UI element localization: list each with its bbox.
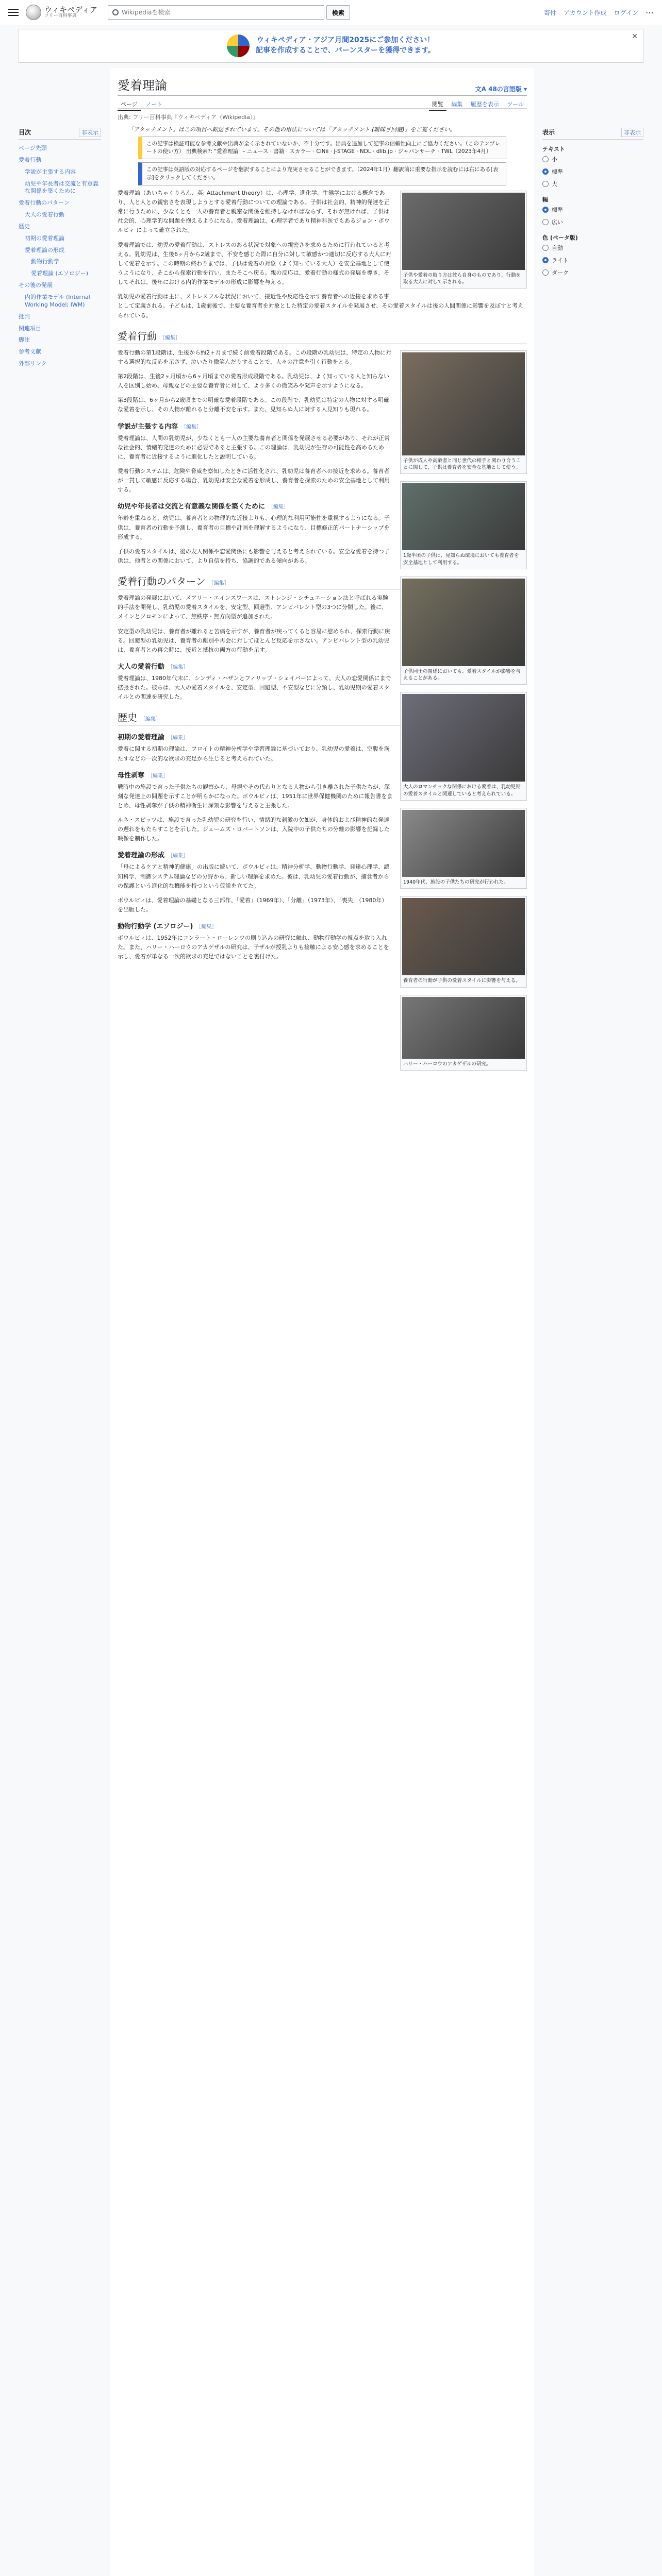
figure-image[interactable]	[402, 997, 525, 1059]
figure-image[interactable]	[402, 352, 525, 455]
site-header	[0, 0, 662, 25]
section-edit-link[interactable]: ［ 編集 ］	[147, 773, 168, 779]
section-paragraph: ルネ・スピッツは、施設で育った乳幼児の研究を行い、情緒的な刺激の欠如が、身体的および精神的な発達の遅れをもたらすことを示した。ジェームズ・ロバートソンは、入院中の子供たちの分離の影響を記録した映像を制作した。	[118, 817, 390, 842]
text-size-label: テキスト	[542, 146, 565, 152]
figure	[400, 808, 527, 889]
section-edit-link[interactable]: ［ 編集 ］	[181, 425, 202, 430]
site-logo[interactable]	[26, 5, 97, 20]
logo-name: ウィキペディア	[44, 5, 97, 14]
figure-image[interactable]	[402, 694, 525, 782]
personal-tools	[544, 8, 654, 18]
section-heading	[118, 329, 527, 344]
banner-line-1[interactable]: ウィキペディア・アジア月間2025にご参加ください！	[256, 36, 435, 45]
color-scheme-option-label: ダーク	[552, 269, 569, 276]
tab-read[interactable]: 閲覧	[429, 99, 446, 111]
color-scheme-option[interactable]	[542, 254, 643, 266]
figure-caption: 大人のロマンチックな関係における愛着は、乳幼児期の愛着スタイルと関連していると考えられている。	[403, 784, 521, 797]
section-title: 大人の愛着行動	[118, 663, 165, 671]
figure-caption: ハリー・ハーロウのアカゲザルの研究。	[403, 1061, 491, 1067]
section-edit-link[interactable]: ［ 編集 ］	[268, 504, 289, 510]
toc-item[interactable]: その後の発展	[19, 282, 53, 289]
section-edit-link[interactable]: ［ 編集 ］	[160, 335, 180, 341]
toc-item[interactable]: 参考文献	[19, 348, 41, 355]
section-title: 母性剥奪	[118, 771, 145, 779]
color-scheme-label: 色 (ベータ版)	[542, 234, 578, 241]
toc-item[interactable]: 愛着行動のパターン	[19, 199, 70, 207]
figure	[400, 350, 527, 474]
section-title: 愛着行動	[118, 330, 157, 342]
create-account-link[interactable]: アカウント作成	[563, 9, 607, 16]
site-notice-banner	[19, 29, 643, 63]
figure	[400, 191, 527, 289]
more-options-icon[interactable]: ⋯	[646, 7, 654, 18]
text-size-option[interactable]	[542, 165, 643, 178]
figure-image[interactable]	[402, 193, 525, 270]
toc-heading: 目次 非表示	[19, 128, 101, 140]
translation-box: この記事は英語版の対応するページを翻訳することにより充実させることができます。（2024年1月）翻訳前に重要な指示を読むには右にある[表示]をクリックしてください。	[138, 162, 506, 185]
radio-icon[interactable]	[542, 207, 549, 213]
banner-line-2[interactable]: 記事を作成することで、バーンスターを獲得できます。	[256, 46, 435, 55]
width-option-label: 広い	[552, 219, 563, 226]
login-link[interactable]: ログイン	[614, 9, 638, 16]
figure-image[interactable]	[402, 898, 525, 975]
appearance-hide-button[interactable]: 非表示	[621, 128, 643, 137]
section-title: 歴史	[118, 712, 138, 724]
toc-item[interactable]: 内的作業モデル (Internal Working Model; IWM)	[25, 293, 90, 308]
donate-link[interactable]: 寄付	[543, 9, 556, 16]
tab-page[interactable]: ページ	[118, 99, 141, 111]
search-box[interactable]	[108, 5, 324, 20]
text-size-option[interactable]	[542, 153, 643, 165]
radio-icon[interactable]	[542, 269, 549, 276]
radio-icon[interactable]	[542, 257, 549, 263]
figure	[400, 995, 527, 1071]
radio-icon[interactable]	[542, 156, 549, 162]
section-edit-link[interactable]: ［ 編集 ］	[209, 581, 229, 586]
toc-item[interactable]: 脚注	[19, 336, 30, 344]
citation-needed-box: この記事は検証可能な参考文献や出典が全く示されていないか、不十分です。出典を追加して記事の信頼性向上にご協力ください。（このテンプレートの使い方） 出典検索?: "愛着理論" – ニュース · 書籍 · スカラー · CiNii · J-STAGE · NDL · dlib.jp · ジャパンサーチ · TWL（2023年4月）	[138, 137, 506, 159]
section-paragraph: 愛着理論は、人間の乳幼児が、少なくとも一人の主要な養育者と関係を発展させる必要があり、それが正常な社会的、情緒的発達のために必要であると主張する。この理論は、乳幼児が生存の可能性を高めるために、養育者に近接するように進化したと説明している。	[118, 434, 390, 460]
color-scheme-option-label: 自動	[552, 245, 563, 251]
figure	[400, 577, 527, 685]
width-option[interactable]	[542, 216, 643, 228]
figure	[400, 481, 527, 569]
text-size-option-label: 標準	[552, 168, 563, 175]
tab-tools[interactable]: ツール	[507, 101, 524, 108]
toc-hide-button[interactable]: 非表示	[79, 128, 101, 137]
figure-image[interactable]	[402, 579, 525, 666]
section-title: 愛着行動のパターン	[118, 576, 206, 588]
radio-icon[interactable]	[542, 181, 549, 187]
width-option[interactable]	[542, 204, 643, 216]
toc-item[interactable]: 初期の愛着理論	[25, 234, 64, 242]
section-paragraph: 愛着理論は、1980年代末に、シンディ・ハザンとフィリップ・シェイバーによって、大人の恋愛関係にまで拡張された。彼らは、大人の愛着スタイルを、安定型、回避型、不安型などに分類し、乳幼児期の愛着スタイルとの関連を研究した。	[118, 674, 391, 701]
section-paragraph: 愛着に関する初期の理論は、フロイトの精神分析学や学習理論に基づいており、乳幼児の愛着は、空腹を満たすなどの一次的な欲求の充足から生じると考えられていた。	[118, 745, 390, 762]
table-of-contents	[19, 128, 101, 370]
tab-talk[interactable]: ノート	[145, 101, 162, 108]
logo-tagline: フリー百科事典	[44, 13, 77, 19]
section-paragraph: ボウルビィは、愛着理論の基礎となる三部作、「愛着」（1969年）、「分離」（1973年）、「喪失」（1980年）を出版した。	[118, 896, 388, 913]
section-paragraph: 第3段階は、6ヶ月から2歳頃までの明確な愛着段階である。この段階で、乳幼児は特定の人物に対する明確な愛着を示し、その人物が離れると分離不安を示す。また、見知らぬ人に対する人見知りも現れる。	[118, 397, 389, 413]
toc-item[interactable]: 関連項目	[19, 325, 41, 332]
radio-icon[interactable]	[542, 168, 549, 175]
section-paragraph: 安定型の乳幼児は、養育者が離れると苦痛を示すが、養育者が戻ってくると容易に慰められ、探索行動に戻る。回避型の乳幼児は、養育者の離別や再会に対してほとんど反応を示さない。アンビバレント型の乳幼児は、養育者との再会時に、接近と抵抗の両方の行動を示す。	[118, 628, 390, 653]
toc-item[interactable]: 幼児や年長者は交流と有意義な関係を築くために	[25, 180, 98, 195]
language-button[interactable]: 文A 48の言語版 ▾	[475, 86, 527, 93]
section-title: 幼児や年長者は交流と有意義な関係を築くために	[118, 503, 266, 511]
main-menu-icon[interactable]	[8, 9, 19, 16]
section-paragraph: 愛着理論の発展において、メアリー・エインスワースは、ストレンジ・シチュエーション法と呼ばれる実験的手法を開発し、乳幼児の愛着スタイルを、安定型、回避型、アンビバレント型の3つに分類した。後に、メインとソロモンによって、無秩序・無方向型が追加された。	[118, 595, 389, 620]
section-edit-link[interactable]: ［ 編集 ］	[196, 924, 217, 930]
figure-image[interactable]	[402, 483, 525, 550]
from-line: 出典: フリー百科事典『ウィキペディア（Wikipedia）』	[118, 114, 259, 121]
asia-month-logo	[227, 35, 250, 57]
toc-item[interactable]: 愛着行動	[19, 156, 41, 163]
section-edit-link[interactable]: ［ 編集 ］	[168, 735, 188, 741]
radio-icon[interactable]	[542, 219, 549, 225]
wikipedia-globe-icon	[26, 5, 41, 20]
section-paragraph: 戦時中の施設で育った子供たちの観察から、母親やその代わりとなる人物から引き離された子供たちが、深刻な発達上の問題を示すことが明らかになった。ボウルビィは、1951年に世界保健機関のために報告書をまとめ、母性剥奪が子供の精神衛生に深刻な影響を与えると主張した。	[118, 783, 393, 809]
section-edit-link[interactable]: ［ 編集 ］	[168, 665, 188, 670]
search-form	[108, 5, 350, 20]
page-title: 愛着理論	[118, 78, 167, 93]
intro-paragraph: 愛着理論では、幼児の愛着行動は、ストレスのある状況で対象への親密さを求めるために行われていると考える。乳幼児は、生後6ヶ月から2歳まで、不安を感じた際に自分に対して敏感かつ適切に反応する大人に対して愛着を示す。この時期の終わりまでは、子供は愛着の対象（よく知っている大人）を安全基地として使うようになり、そこから探索行動を行い、またそこへ戻る。親の反応は、愛着行動の様式の発展を導き、そしてそれは、後年における内的作業モデルの形成に影響を与える。	[118, 241, 391, 286]
section-paragraph: 愛着行動の第1段階は、生後から約2ヶ月まで続く前愛着段階である。この段階の乳幼児は、特定の人物に対する選択的な反応を示さず、泣いたり微笑んだりすることで、人々の注意を引く行動をとる。	[118, 349, 391, 365]
figure-caption: 1940年代、施設の子供たちの研究が行われた。	[403, 879, 509, 886]
section-paragraph: 子供の愛着スタイルは、後の友人関係や恋愛関係にも影響を与えると考えられている。安全な愛着を持つ子供は、他者との関係において、より自信を持ち、協調的である傾向がある。	[118, 548, 390, 564]
article-body	[118, 189, 527, 1067]
color-scheme-option[interactable]	[542, 266, 643, 279]
figure-image[interactable]	[402, 810, 525, 877]
section-title: 愛着理論の形成	[118, 852, 165, 860]
toc-item[interactable]: 愛着理論 (エソロジー)	[31, 270, 89, 277]
main-content	[110, 68, 534, 2576]
close-icon[interactable]: ✕	[632, 32, 638, 41]
toc-item[interactable]: ページ先頭	[19, 145, 47, 151]
appearance-heading: 表示 非表示	[542, 128, 643, 140]
search-input[interactable]	[122, 9, 320, 16]
appearance-options	[542, 145, 643, 279]
tab-edit[interactable]: 編集	[451, 101, 463, 108]
section-paragraph: 第2段階は、生後2ヶ月頃から6ヶ月頃までの愛着形成段階である。乳幼児は、よく知っている人と知らない人を区別し始め、母親などの主要な養育者に対して、より多くの微笑みや発声を示すようになる。	[118, 372, 389, 389]
figure-caption: 養育者の行動が子供の愛着スタイルに影響を与える。	[403, 978, 521, 984]
figure-caption: 1歳半頃の子供は、見知らぬ環境においても養育者を安全基地として利用する。	[403, 553, 519, 566]
toc-item[interactable]: 動物行動学	[31, 258, 59, 265]
color-scheme-option[interactable]	[542, 242, 643, 254]
width-option-label: 標準	[552, 207, 563, 213]
section-title: 学説が主張する内容	[118, 422, 178, 431]
intro-paragraph: 愛着理論（あいちゃくりろん、英: Attachment theory）は、心理学、進化学、生態学における概念であり、人と人との親密さを表現しようとする愛着行動についての理論である。子供は社会的、精神的発達を正常に行うために、少なくとも一人の養育者と親密な関係を維持しなければならず、それが無ければ、子供は社会的、心理学的な問題を抱えるようになる。愛着理論は、心理学者であり精神科医でもあるジョン・ボウルビィ によって確立された。	[118, 189, 390, 234]
section-paragraph: ボウルビィは、1952年にコンラート・ローレンツの刷り込みの研究に触れ、動物行動学の視点を取り入れた。また、ハリー・ハーロウのアカゲザルの研究は、子ザルが授乳よりも接触による安心感を求めることを示し、愛着が単なる一次的欲求の充足ではないことを裏付けた。	[118, 935, 389, 960]
page-tabs	[118, 100, 527, 109]
tab-history[interactable]: 履歴を表示	[470, 101, 499, 108]
figure	[400, 896, 527, 987]
intro-paragraph: 乳幼児の愛着行動は主に、ストレスフルな状況において、接近性や反応性を示す養育者への近接を求める事として定義される。子どもは、1歳前後で、主要な養育者を対象とした特定の愛着スタイルを発展させ、その愛着スタイルは後の人間関係に影響を及ぼすと考えられている。	[118, 293, 524, 319]
section-edit-link[interactable]: ［ 編集 ］	[168, 853, 188, 859]
toc-item[interactable]: 批判	[19, 313, 30, 320]
text-size-option-label: 大	[552, 181, 557, 188]
banner-text	[256, 36, 435, 56]
appearance-panel	[542, 128, 643, 279]
toc-item[interactable]: 学説が主張する内容	[25, 168, 76, 175]
color-scheme-option-label: ライト	[552, 257, 569, 264]
radio-icon[interactable]	[542, 245, 549, 251]
search-button[interactable]: 検索	[326, 5, 350, 20]
section-paragraph: 「母によるケアと精神的健康」の出版に続いて、ボウルビィは、精神分析学、動物行動学、発達心理学、認知科学、制御システム理論などの分野から、新しい理解を求めた。彼は、乳幼児の愛着行動が、捕食者からの保護という進化的な機能を持つという仮説を立てた。	[118, 863, 390, 889]
figure-caption: 子供が成人や高齢者と同じ世代の相手と関わり合うことに関して、子供は養育者を安全な基地として使う。	[403, 457, 521, 470]
toc-item[interactable]: 愛着理論の形成	[25, 246, 64, 253]
toc-item[interactable]: 大人の愛着行動	[25, 211, 64, 218]
text-size-option-label: 小	[552, 156, 557, 163]
section-title: 動物行動学 (エソロジー)	[118, 923, 193, 931]
text-size-option[interactable]	[542, 178, 643, 190]
search-icon	[112, 9, 119, 15]
section-title: 初期の愛着理論	[118, 734, 165, 742]
figure-caption: 子供や愛着の取り方は彼ら自身のものであり、行動を取る大人に対して示される。	[403, 272, 521, 285]
hatnote: 「アタッチメント」はこの項目へ転送されています。その他の用法については「アタッチメント (曖昧さ回避)」をご覧ください。	[128, 126, 456, 133]
figure-caption: 子供同士の関係においても、愛着スタイルが影響を与えることがある。	[403, 668, 521, 682]
toc-item[interactable]: 歴史	[19, 223, 30, 230]
title-row	[118, 75, 527, 96]
toc-item[interactable]: 外部リンク	[19, 360, 47, 367]
width-label: 幅	[542, 196, 548, 203]
section-paragraph: 年齢を重ねると、幼児は、養育者との物理的な近接よりも、心理的な利用可能性を重視するようになる。子供は、養育者の行動を予測し、養育者の目標や計画を理解するようになり、目標修正的パートナーシップを形成する。	[118, 515, 390, 540]
toc-list	[19, 143, 101, 370]
figure	[400, 692, 527, 801]
section-paragraph: 愛着行動システムは、危険や脅威を察知したときに活性化され、乳幼児は養育者への接近を求める。養育者が一貫して敏感に反応する場合、乳幼児は安全な愛着を形成し、養育者を探索のための安全基地として利用する。	[118, 467, 390, 494]
section-edit-link[interactable]: ［ 編集 ］	[140, 717, 161, 722]
